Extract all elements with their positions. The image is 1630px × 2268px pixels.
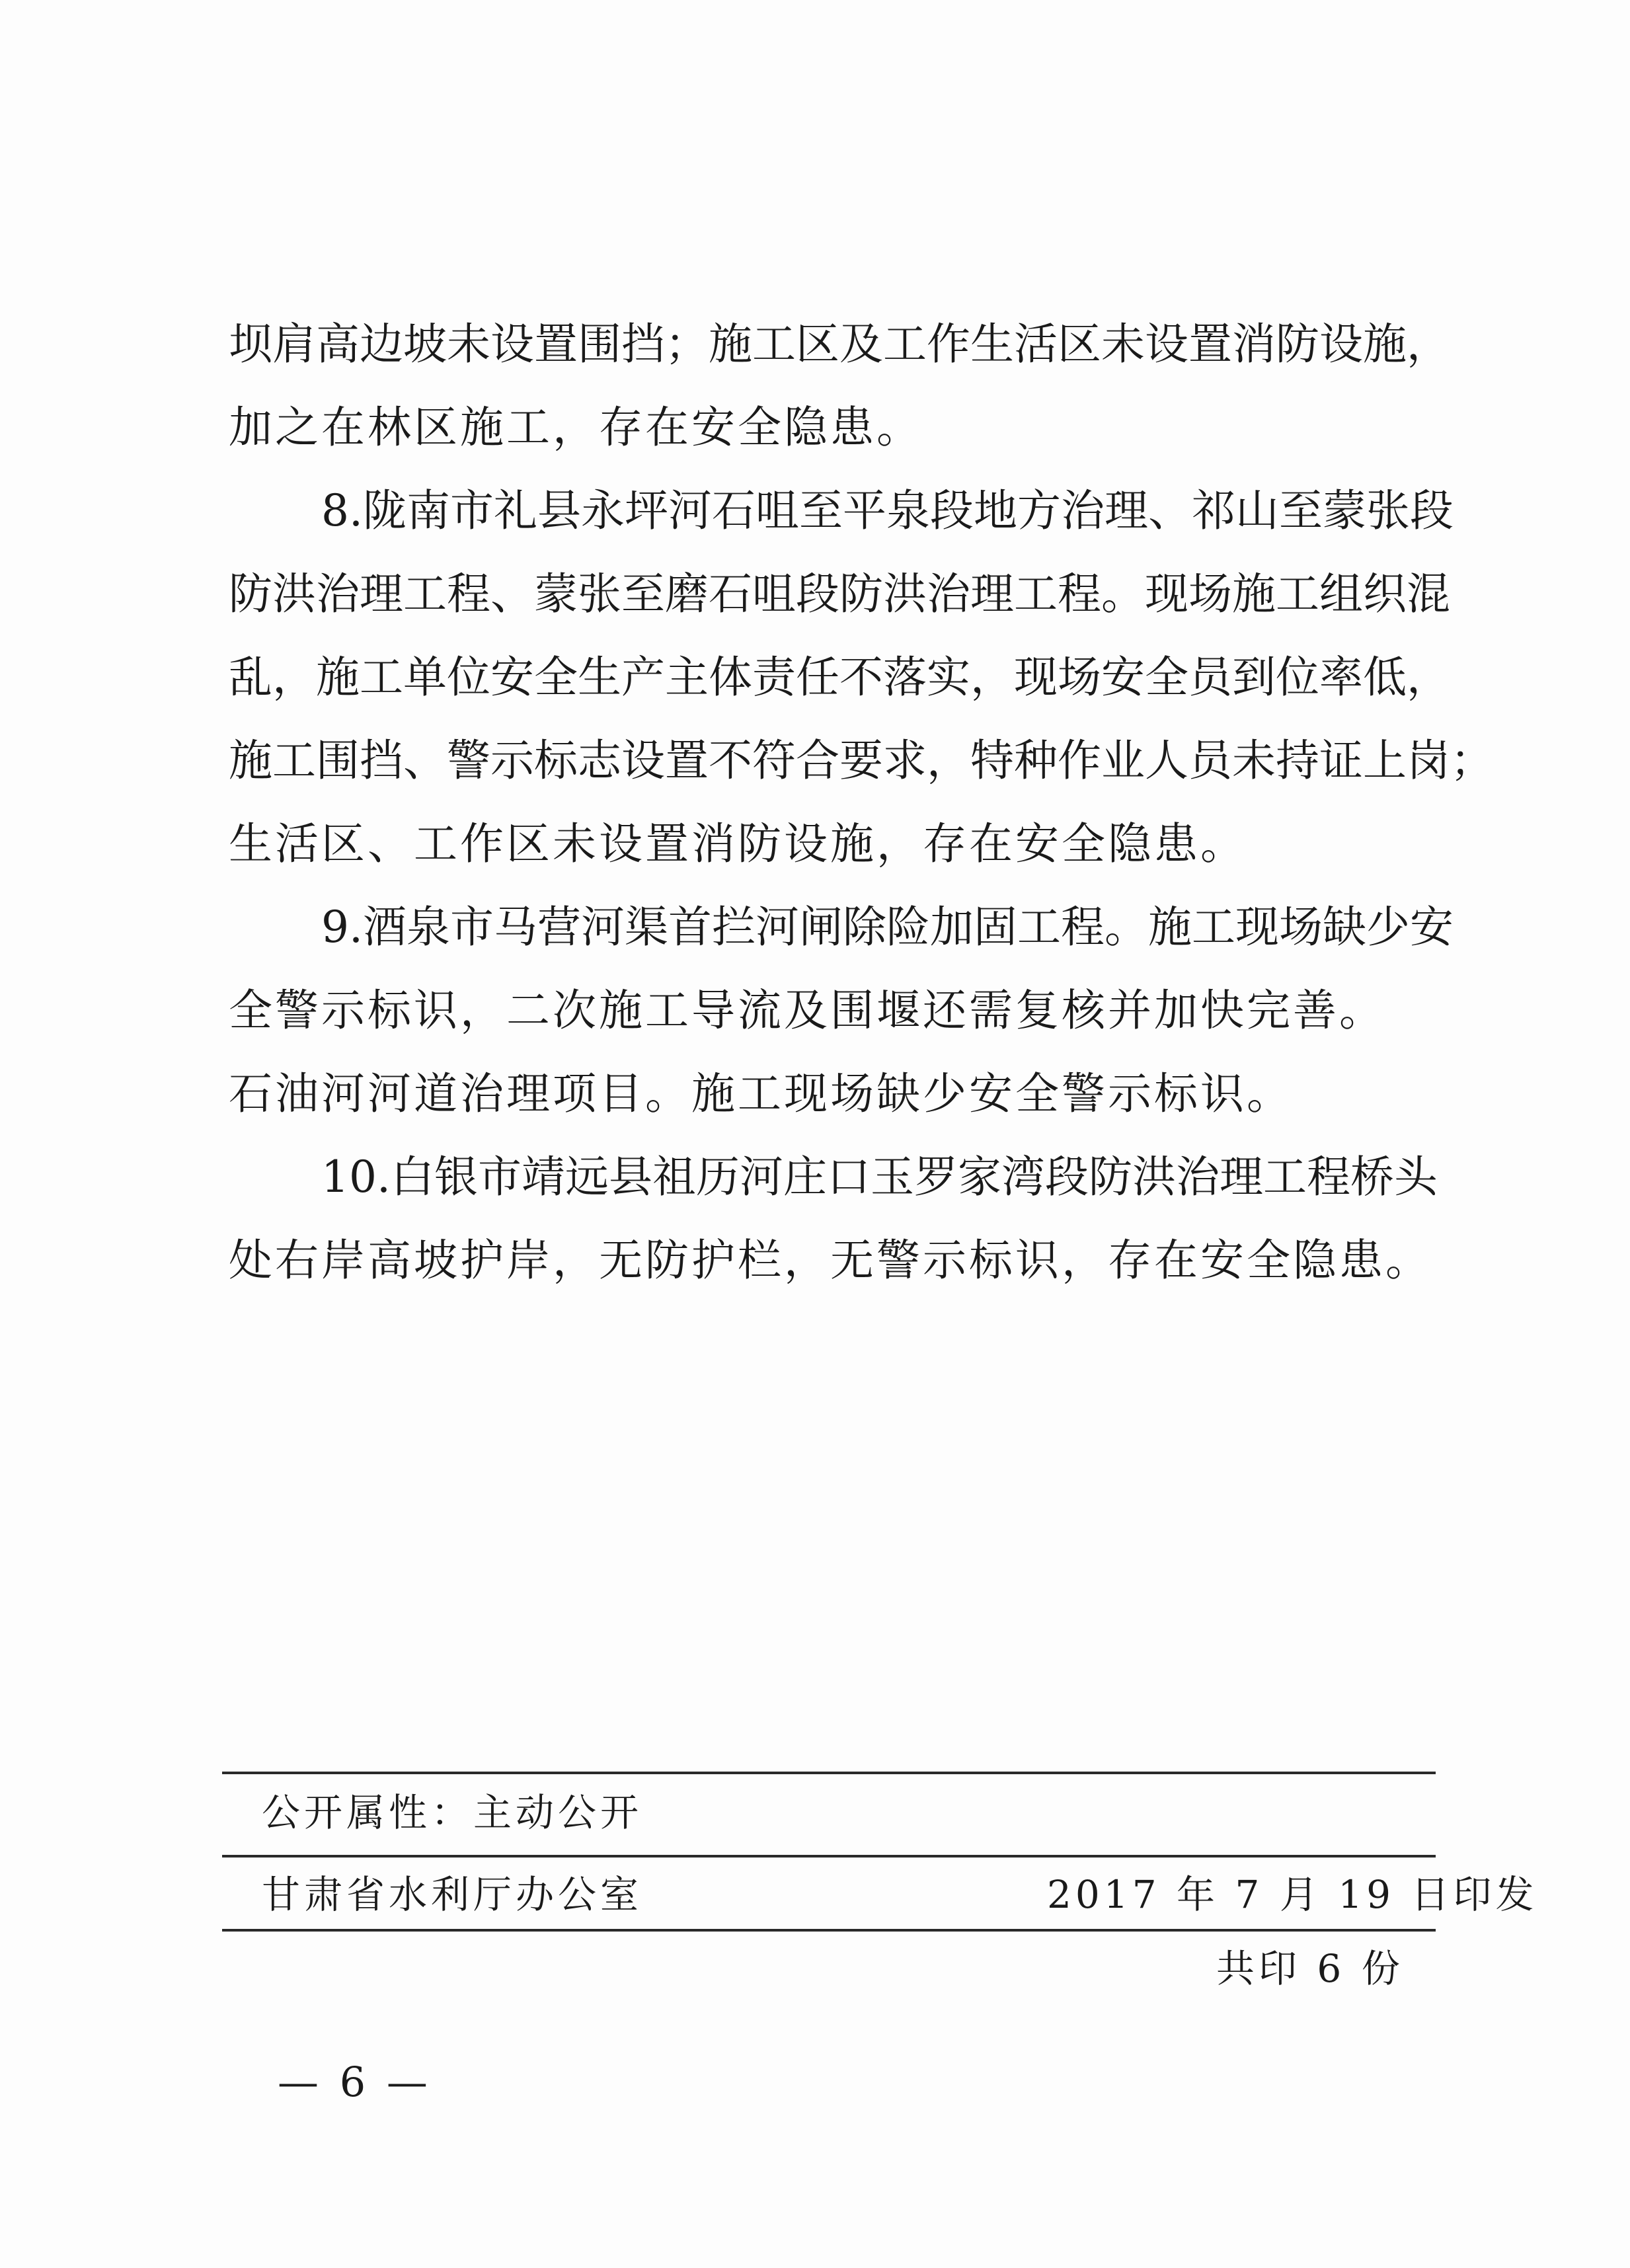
footer-rule-middle: [222, 1855, 1436, 1857]
body-line: 乱，施工单位安全生产主体责任不落实，现场安全员到位率低，: [229, 652, 1450, 703]
page-number: — 6 —: [278, 2058, 432, 2106]
body-line: 防洪治理工程、蒙张至磨石咀段防洪治理工程。现场施工组织混: [229, 568, 1450, 619]
body-line: 10.白银市靖远县祖历河庄口玉罗家湾段防洪治理工程桥头: [321, 1152, 1438, 1202]
body-line: 处右岸高坡护岸，无防护栏，无警示标识，存在安全隐患。: [229, 1235, 1432, 1286]
body-line: 生活区、工作区未设置消防设施，存在安全隐患。: [229, 818, 1247, 869]
body-line: 坝肩高边坡未设置围挡；施工区及工作生活区未设置消防设施，: [229, 319, 1450, 370]
body-line: 8.陇南市礼县永坪河石咀至平泉段地方治理、祁山至蒙张段: [321, 485, 1454, 536]
footer-rule-bottom: [222, 1929, 1436, 1932]
footer-rule-top: [222, 1772, 1436, 1774]
body-line: 施工围挡、警示标志设置不符合要求，特种作业人员未持证上岗；: [229, 735, 1494, 786]
body-line: 全警示标识，二次施工导流及围堰还需复核并加快完善。: [229, 985, 1385, 1036]
copies-count: 共印 6 份: [1216, 1946, 1404, 1991]
body-line: 加之在林区施工，存在安全隐患。: [229, 402, 923, 453]
disclosure-attribute: 公开属性：主动公开: [262, 1790, 643, 1835]
body-line: 9.酒泉市马营河渠首拦河闸除险加固工程。施工现场缺少安: [321, 902, 1454, 953]
body-line: 石油河河道治理项目。施工现场缺少安全警示标识。: [229, 1068, 1293, 1119]
issue-date: 2017 年 7 月 19 日印发: [1047, 1872, 1538, 1917]
issuing-office: 甘肃省水利厅办公室: [262, 1872, 643, 1917]
